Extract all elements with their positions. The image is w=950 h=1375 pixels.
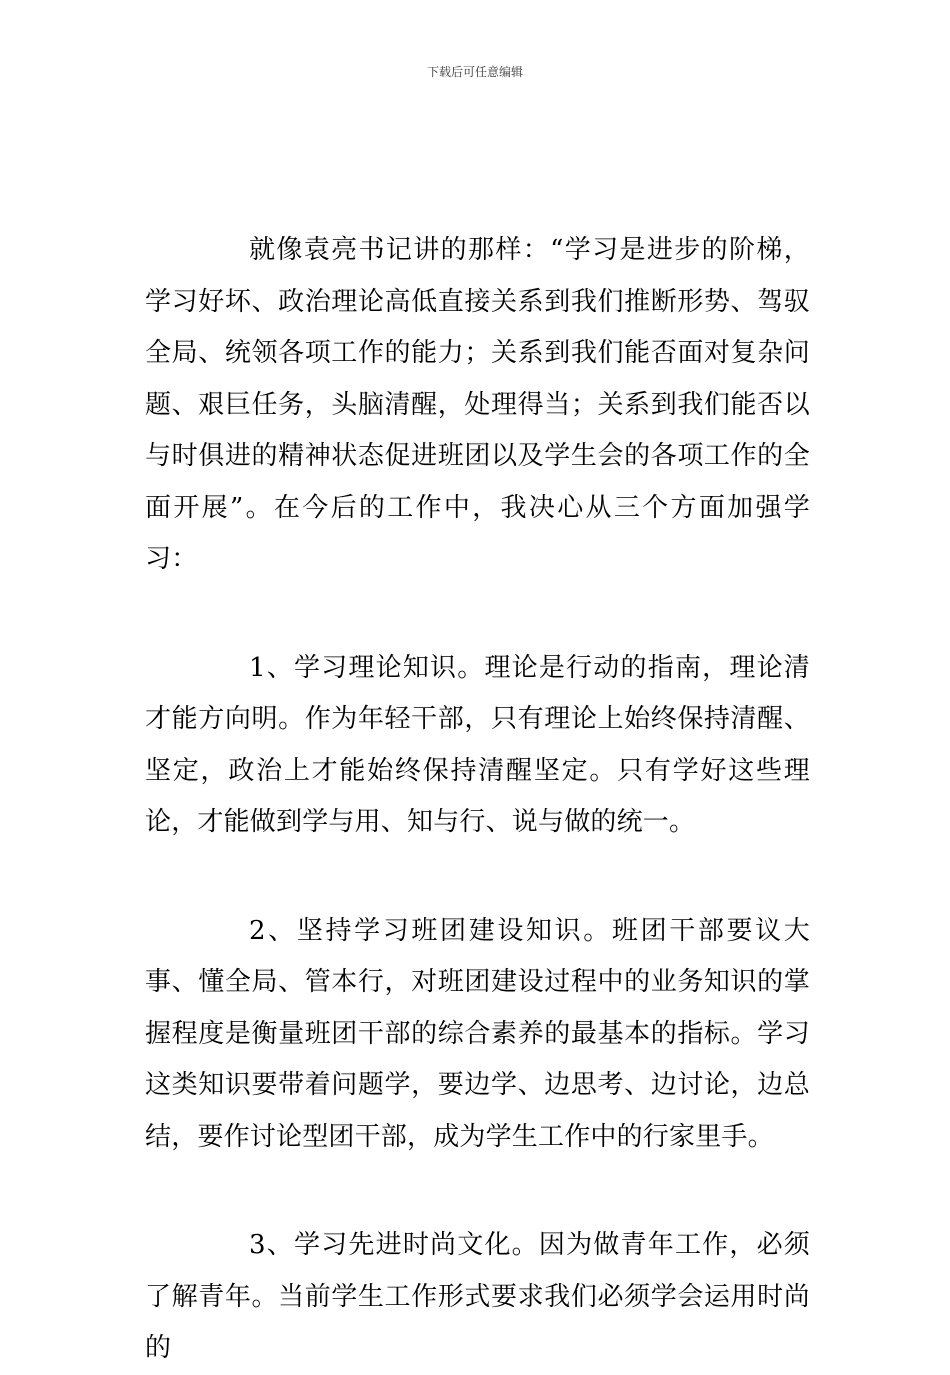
paragraph-intro: 就像袁亮书记讲的那样：“学习是进步的阶梯，学习好坏、政治理论高低直接关系到我们推断形势、驾驭全局、统领各项工作的能力；关系到我们能否面对复杂问题、艰巨任务，头脑清醒，处理得当；关系到我们能否以与时俱进的精神状态促进班团以及学生会的各项工作的全面开展”。在今后的工作中，我决心从三个方面加强学习： [145,235,810,574]
paragraph-theory-study: 1、学习理论知识。理论是行动的指南，理论清才能方向明。作为年轻干部，只有理论上始终保持清醒、坚定，政治上才能始终保持清醒坚定。只有学好这些理论，才能做到学与用、知与行、说与做的统一。 [145,652,810,837]
paragraph-fashion-culture-study: 3、学习先进时尚文化。因为做青年工作，必须了解青年。当前学生工作形式要求我们必须学会运用时尚的 [145,1230,810,1363]
document-body [145,225,810,1375]
paragraph-team-building-study: 2、坚持学习班团建设知识。班团干部要议大事、懂全局、管本行，对班团建设过程中的业务知识的掌握程度是衡量班团干部的综合素养的最基本的指标。学习这类知识要带着问题学，要边学、边思考、边讨论，边总结，要作讨论型团干部，成为学生工作中的行家里手。 [145,915,810,1152]
page-header-note: 下载后可任意编辑 [426,65,523,79]
